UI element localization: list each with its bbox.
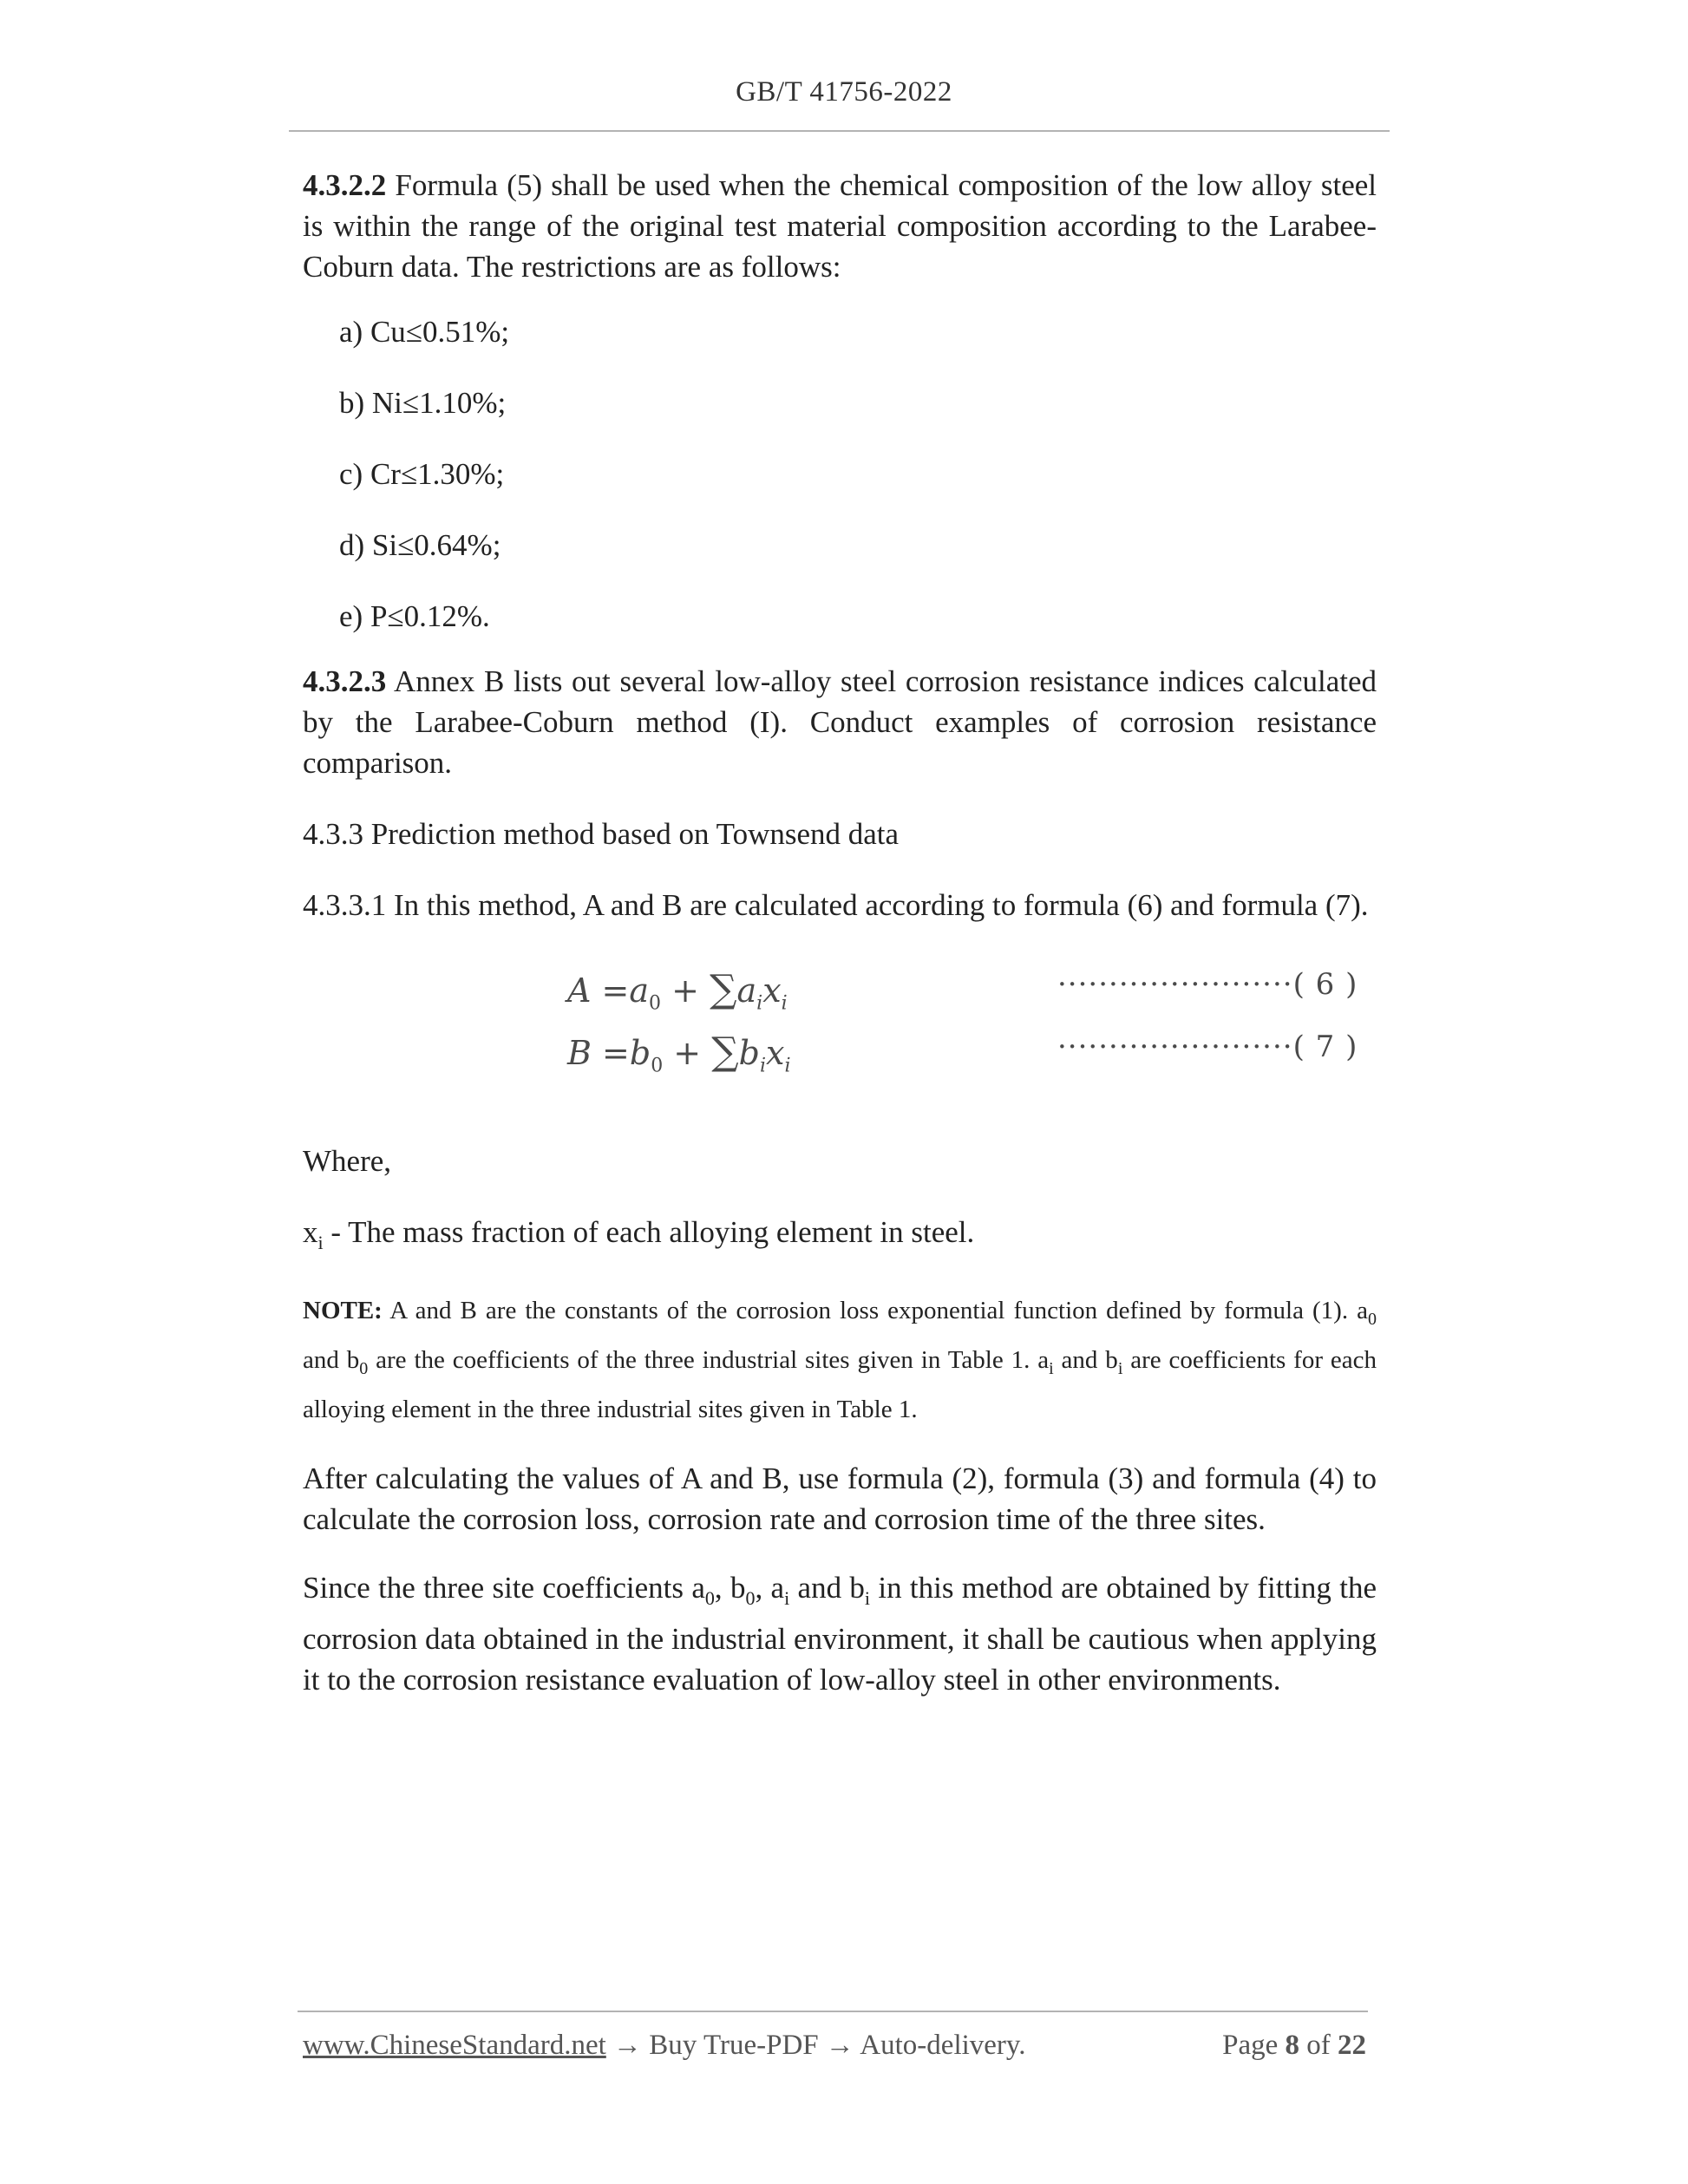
- page-footer: [303, 2030, 1366, 2062]
- list-item: b) Ni≤1.10%;: [339, 386, 507, 420]
- formula-coef: a: [736, 971, 757, 1010]
- header-divider: [289, 130, 1390, 132]
- page-number: Page 8 of 22: [1222, 2030, 1366, 2061]
- formula-6: [303, 962, 1377, 1024]
- list-item: e) P≤0.12%.: [339, 599, 490, 633]
- note-paragraph: NOTE: A and B are the constants of the corrosion loss exponential function defined by formula (1). $a_0$ and $b_0$ are the coefficients of the three industrial sites given in Table 1. $a_i$ and $b_i$ are coefficients for each alloying element in the three industrial sites given in Table 1.: [303, 1297, 1377, 1423]
- sigma-symbol: ∑: [711, 1030, 739, 1074]
- restriction-list: [303, 311, 1377, 637]
- heading-4-3-3: 4.3.3 Prediction method based on Townsend data: [303, 817, 900, 851]
- formula-block: [303, 962, 1377, 1087]
- formula-leader: ·······················( 6 ): [1057, 967, 1358, 1002]
- clause-number: 4.3.2.2: [303, 168, 387, 202]
- footer-left: [303, 2030, 1026, 2062]
- where-definition: $x_i$ - The mass fraction of each alloying element in steel.: [303, 1215, 975, 1253]
- chinese-standard-link[interactable]: www.ChineseStandard.net: [303, 2030, 606, 2061]
- paragraph-text: Formula (5) shall be used when the chemical composition of the low alloy steel is within the range of the original test material composition according to the Larabee-Coburn data. The restrictions are as follows:: [303, 168, 1377, 284]
- page-header-title: GB/T 41756-2022: [736, 76, 952, 108]
- formula-7: [303, 1024, 1377, 1087]
- footer-tagline: → Buy True-PDF → Auto-delivery.: [605, 2030, 1026, 2061]
- formula-lhs: A: [567, 971, 592, 1010]
- list-item: a) Cu≤0.51%;: [339, 315, 510, 349]
- formula-coef: b: [629, 1034, 651, 1072]
- paragraph-4-3-2-2: [303, 165, 1377, 287]
- paragraph-4-3-3-1: 4.3.3.1 In this method, A and B are calculated according to formula (6) and formula (7).: [303, 888, 1369, 922]
- formula-expression: $B =b_0 + \sum b_ix_i$: [567, 1030, 791, 1077]
- formula-number: ( 7 ): [1292, 1030, 1358, 1064]
- formula-coef: a: [629, 971, 650, 1010]
- paragraph-after-calc: After calculating the values of A and B, use formula (2), formula (3) and formula (4) to calculate the corrosion loss, corrosion rate and corrosion time of the three sites.: [303, 1461, 1377, 1536]
- formula-expression: $A =a_0 + \sum a_ix_i$: [567, 967, 788, 1015]
- formula-number: ( 6 ): [1292, 967, 1358, 1002]
- paragraph-text: Annex B lists out several low-alloy steel corrosion resistance indices calculated by the Larabee-Coburn method (I). Conduct examples of corrosion resistance comparison.: [303, 664, 1377, 780]
- list-item: d) Si≤0.64%;: [339, 528, 501, 562]
- paragraph-caution: Since the three site coefficients $a_0$, $b_0$, $a_i$ and $b_i$ in this method are obtained by fitting the corrosion data obtained in the industrial environment, it shall be cautious when applying it to the corrosion resistance evaluation of low-alloy steel in other environments.: [303, 1570, 1377, 1697]
- note-label: NOTE:: [303, 1297, 383, 1324]
- formula-leader: ·······················( 7 ): [1057, 1030, 1358, 1064]
- clause-number: 4.3.2.3: [303, 664, 387, 698]
- sigma-symbol: ∑: [710, 967, 737, 1011]
- footer-divider: [298, 2011, 1368, 2012]
- paragraph-4-3-2-3: [303, 661, 1377, 783]
- list-item: c) Cr≤1.30%;: [339, 457, 505, 491]
- formula-lhs: B: [567, 1034, 592, 1072]
- formula-coef: b: [738, 1034, 760, 1072]
- where-label: Where,: [303, 1144, 392, 1178]
- page-content: [303, 165, 1377, 1700]
